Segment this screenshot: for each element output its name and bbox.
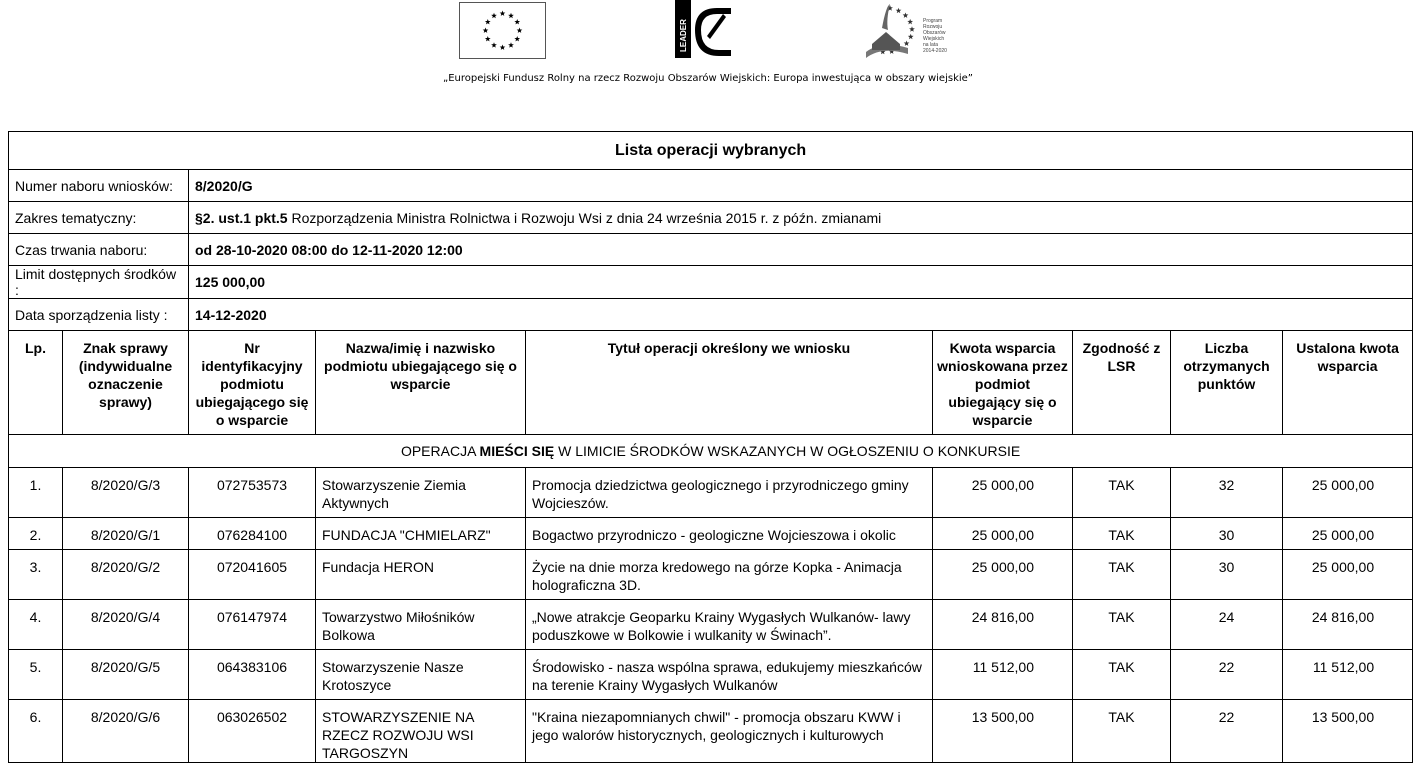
- cell-nazwa: Stowarzyszenie Ziemia Aktywnych: [316, 468, 526, 518]
- cell-punkty: 32: [1171, 468, 1283, 518]
- cell-lp: 6.: [9, 700, 63, 763]
- meta-row: [9, 299, 1413, 331]
- table-body: [9, 468, 1413, 763]
- column-header: Nazwa/imię i nazwisko podmiotu ubiegającego się o wsparcie: [316, 331, 526, 435]
- cell-nr: 076284100: [189, 518, 316, 550]
- cell-nazwa: Stowarzyszenie Nasze Krotoszyce: [316, 650, 526, 700]
- cell-lp: 4.: [9, 600, 63, 650]
- cell-znak: 8/2020/G/4: [63, 600, 189, 650]
- meta-row: [9, 234, 1413, 266]
- column-header: Ustalona kwota wsparcia: [1283, 331, 1413, 435]
- cell-punkty: 30: [1171, 550, 1283, 600]
- meta-value: 14-12-2020: [195, 306, 267, 323]
- cell-znak: 8/2020/G/5: [63, 650, 189, 700]
- section-heading: OPERACJA MIEŚCI SIĘ W LIMICIE ŚRODKÓW WSKAZANYCH W OGŁOSZENIU O KONKURSIE: [9, 435, 1413, 468]
- logo-bar: [0, 0, 1416, 84]
- cell-punkty: 22: [1171, 700, 1283, 763]
- table-row: [9, 468, 1413, 518]
- prow-star-icon: [904, 40, 910, 45]
- document-title: Lista operacji wybranych: [9, 132, 1413, 170]
- meta-value: §2. ust.1 pkt.5: [195, 209, 288, 226]
- cell-lp: 5.: [9, 650, 63, 700]
- meta-label: Numer naboru wniosków:: [9, 170, 189, 202]
- meta-value: od 28-10-2020 08:00 do 12-11-2020 12:00: [195, 241, 463, 258]
- column-header: Zgodność z LSR: [1073, 331, 1171, 435]
- table-row: [9, 550, 1413, 600]
- cell-ustalona: 24 816,00: [1283, 600, 1413, 650]
- cell-nr: 064383106: [189, 650, 316, 700]
- table-row: [9, 518, 1413, 550]
- cell-nazwa: Towarzystwo Miłośników Bolkowa: [316, 600, 526, 650]
- cell-nazwa: Fundacja HERON: [316, 550, 526, 600]
- prow-star-icon: [907, 19, 913, 24]
- meta-label: Limit dostępnych środków :: [9, 266, 189, 299]
- cell-kwota: 25 000,00: [933, 468, 1073, 518]
- cell-kwota: 11 512,00: [933, 650, 1073, 700]
- column-header: Lp.: [9, 331, 63, 435]
- prow-logo-text: Program Rozwoju Obszarów Wiejskich na lata 2014-2020: [923, 18, 947, 54]
- operations-table: [8, 131, 1413, 763]
- meta-row: [9, 170, 1413, 202]
- table-row: [9, 700, 1413, 763]
- cell-punkty: 30: [1171, 518, 1283, 550]
- cell-znak: 8/2020/G/1: [63, 518, 189, 550]
- leader-logo: [673, 0, 733, 60]
- table-row: [9, 650, 1413, 700]
- cell-znak: 8/2020/G/3: [63, 468, 189, 518]
- cell-lsr: TAK: [1073, 550, 1171, 600]
- cell-lsr: TAK: [1073, 700, 1171, 763]
- cell-ustalona: 25 000,00: [1283, 550, 1413, 600]
- cell-ustalona: 25 000,00: [1283, 518, 1413, 550]
- cell-nr: 076147974: [189, 600, 316, 650]
- cell-nazwa: STOWARZYSZENIE NA RZECZ ROZWOJU WSI TARGOSZYN: [316, 700, 526, 763]
- column-header: Liczba otrzymanych punktów: [1171, 331, 1283, 435]
- cell-lp: 2.: [9, 518, 63, 550]
- prow-star-icon: [908, 34, 914, 39]
- column-header: Nr identyfikacyjny podmiotu ubiegającego się o wsparcie: [189, 331, 316, 435]
- cell-punkty: 24: [1171, 600, 1283, 650]
- cell-nr: 072753573: [189, 468, 316, 518]
- cell-kwota: 25 000,00: [933, 518, 1073, 550]
- fund-caption: „Europejski Fundusz Rolny na rzecz Rozwoju Obszarów Wiejskich: Europa inwestująca w obszary wiejskie”: [443, 73, 973, 84]
- cell-lsr: TAK: [1073, 600, 1171, 650]
- cell-kwota: 25 000,00: [933, 550, 1073, 600]
- cell-tytul: Bogactwo przyrodniczo - geologiczne Wojcieszowa i okolic: [526, 518, 933, 550]
- cell-tytul: „Nowe atrakcje Geoparku Krainy Wygasłych Wulkanów- lawy poduszkowe w Bolkowie i wulkanity w Świnach”.: [526, 600, 933, 650]
- cell-lp: 3.: [9, 550, 63, 600]
- meta-row: [9, 202, 1413, 234]
- cell-nr: 072041605: [189, 550, 316, 600]
- meta-extra: Rozporządzenia Ministra Rolnictwa i Rozwoju Wsi z dnia 24 września 2015 r. z późn. zmianami: [287, 209, 882, 226]
- column-headers: [9, 331, 1413, 435]
- prow-logo: [852, 0, 952, 62]
- prow-star-icon: [903, 12, 909, 17]
- eu-flag-icon: [459, 2, 546, 59]
- meta-row: [9, 266, 1413, 299]
- prow-star-icon: [896, 8, 902, 13]
- column-header: Znak sprawy (indywidualne oznaczenie sprawy): [63, 331, 189, 435]
- cell-znak: 8/2020/G/2: [63, 550, 189, 600]
- prow-star-icon: [909, 26, 915, 31]
- meta-label: Czas trwania naboru:: [9, 234, 189, 266]
- column-header: Kwota wsparcia wnioskowana przez podmiot ubiegający się o wsparcie: [933, 331, 1073, 435]
- cell-kwota: 13 500,00: [933, 700, 1073, 763]
- meta-label: Zakres tematyczny:: [9, 202, 189, 234]
- meta-value: 8/2020/G: [195, 177, 253, 194]
- cell-ustalona: 13 500,00: [1283, 700, 1413, 763]
- cell-nr: 063026502: [189, 700, 316, 763]
- meta-label: Data sporządzenia listy :: [9, 299, 189, 331]
- cell-lp: 1.: [9, 468, 63, 518]
- cell-znak: 8/2020/G/6: [63, 700, 189, 763]
- leader-logo-text: LEADER: [679, 19, 688, 52]
- meta-value: 125 000,00: [195, 274, 266, 290]
- section-emphasis: MIEŚCI SIĘ: [479, 443, 555, 459]
- column-header: Tytuł operacji określony we wniosku: [526, 331, 933, 435]
- cell-lsr: TAK: [1073, 468, 1171, 518]
- cell-tytul: Środowisko - nasza wspólna sprawa, edukujemy mieszkańców na terenie Krainy Wygasłych Wulkanów: [526, 650, 933, 700]
- cell-ustalona: 11 512,00: [1283, 650, 1413, 700]
- cell-tytul: Życie na dnie morza kredowego na górze Kopka - Animacja holograficzna 3D.: [526, 550, 933, 600]
- cell-tytul: Promocja dziedzictwa geologicznego i przyrodniczego gminy Wojcieszów.: [526, 468, 933, 518]
- cell-kwota: 24 816,00: [933, 600, 1073, 650]
- cell-lsr: TAK: [1073, 518, 1171, 550]
- cell-ustalona: 25 000,00: [1283, 468, 1413, 518]
- cell-lsr: TAK: [1073, 650, 1171, 700]
- cell-punkty: 22: [1171, 650, 1283, 700]
- cell-nazwa: FUNDACJA "CHMIELARZ": [316, 518, 526, 550]
- cell-tytul: "Kraina niezapomnianych chwil" - promocja obszaru KWW i jego walorów historycznych, geologicznych i kulturowych: [526, 700, 933, 763]
- table-row: [9, 600, 1413, 650]
